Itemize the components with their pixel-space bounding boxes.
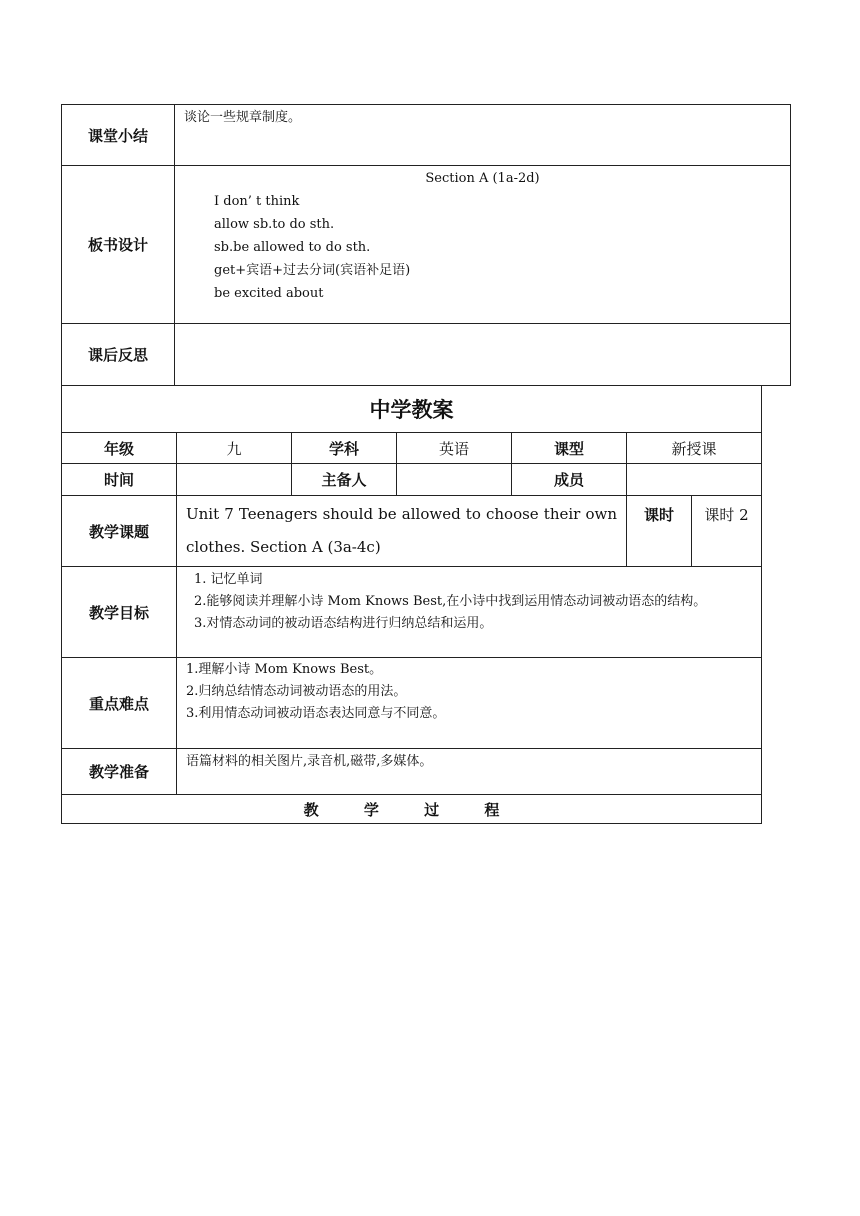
preparer-value bbox=[397, 464, 512, 496]
board-design-line: I don’ t think bbox=[214, 194, 300, 209]
board-design-line: get+宾语+过去分词(宾语补足语) bbox=[214, 263, 411, 278]
board-design-line: sb.be allowed to do sth. bbox=[214, 240, 371, 255]
board-design-content bbox=[175, 166, 791, 324]
members-label: 成员 bbox=[512, 464, 627, 496]
topic-label: 教学课题 bbox=[62, 496, 177, 567]
key-point-item: 3.利用情态动词被动语态表达同意与不同意。 bbox=[186, 706, 446, 721]
goal-item: 1. 记忆单词 bbox=[194, 572, 263, 587]
lesson-plan-table-top bbox=[61, 104, 791, 386]
preparer-label: 主备人 bbox=[292, 464, 397, 496]
goals-list bbox=[177, 567, 762, 658]
goal-item: 2.能够阅读并理解小诗 Mom Knows Best,在小诗中找到运用情态动词被动语态的结构。 bbox=[194, 594, 707, 609]
board-design-line: be excited about bbox=[214, 286, 324, 301]
time-label: 时间 bbox=[62, 464, 177, 496]
goal-item: 3.对情态动词的被动语态结构进行归纳总结和运用。 bbox=[194, 616, 493, 631]
period-value: 课时 2 bbox=[692, 496, 762, 567]
subject-label: 学科 bbox=[292, 433, 397, 464]
key-points-list bbox=[177, 658, 762, 749]
key-point-item: 2.归纳总结情态动词被动语态的用法。 bbox=[186, 684, 407, 699]
key-point-item: 1.理解小诗 Mom Knows Best。 bbox=[186, 662, 383, 677]
lesson-plan-table-main bbox=[61, 385, 762, 824]
preparation-value: 语篇材料的相关图片,录音机,磁带,多媒体。 bbox=[177, 749, 762, 795]
page-title: 中学教案 bbox=[62, 386, 762, 433]
board-design-title: Section A (1a-2d) bbox=[425, 171, 540, 186]
grade-label: 年级 bbox=[62, 433, 177, 464]
reflection-content bbox=[175, 324, 791, 386]
members-value bbox=[627, 464, 762, 496]
key-points-label: 重点难点 bbox=[62, 658, 177, 749]
time-value bbox=[177, 464, 292, 496]
period-label: 课时 bbox=[627, 496, 692, 567]
subject-value: 英语 bbox=[397, 433, 512, 464]
summary-content: 谈论一些规章制度。 bbox=[175, 105, 791, 166]
teaching-process-heading: 教 学 过 程 bbox=[62, 795, 762, 824]
topic-value: Unit 7 Teenagers should be allowed to choose their own clothes. Section A (3a-4c) bbox=[177, 496, 627, 567]
goals-label: 教学目标 bbox=[62, 567, 177, 658]
type-label: 课型 bbox=[512, 433, 627, 464]
preparation-label: 教学准备 bbox=[62, 749, 177, 795]
board-design-label: 板书设计 bbox=[62, 166, 175, 324]
reflection-label: 课后反思 bbox=[62, 324, 175, 386]
board-design-line: allow sb.to do sth. bbox=[214, 217, 335, 232]
grade-value: 九 bbox=[177, 433, 292, 464]
type-value: 新授课 bbox=[627, 433, 762, 464]
summary-label: 课堂小结 bbox=[62, 105, 175, 166]
